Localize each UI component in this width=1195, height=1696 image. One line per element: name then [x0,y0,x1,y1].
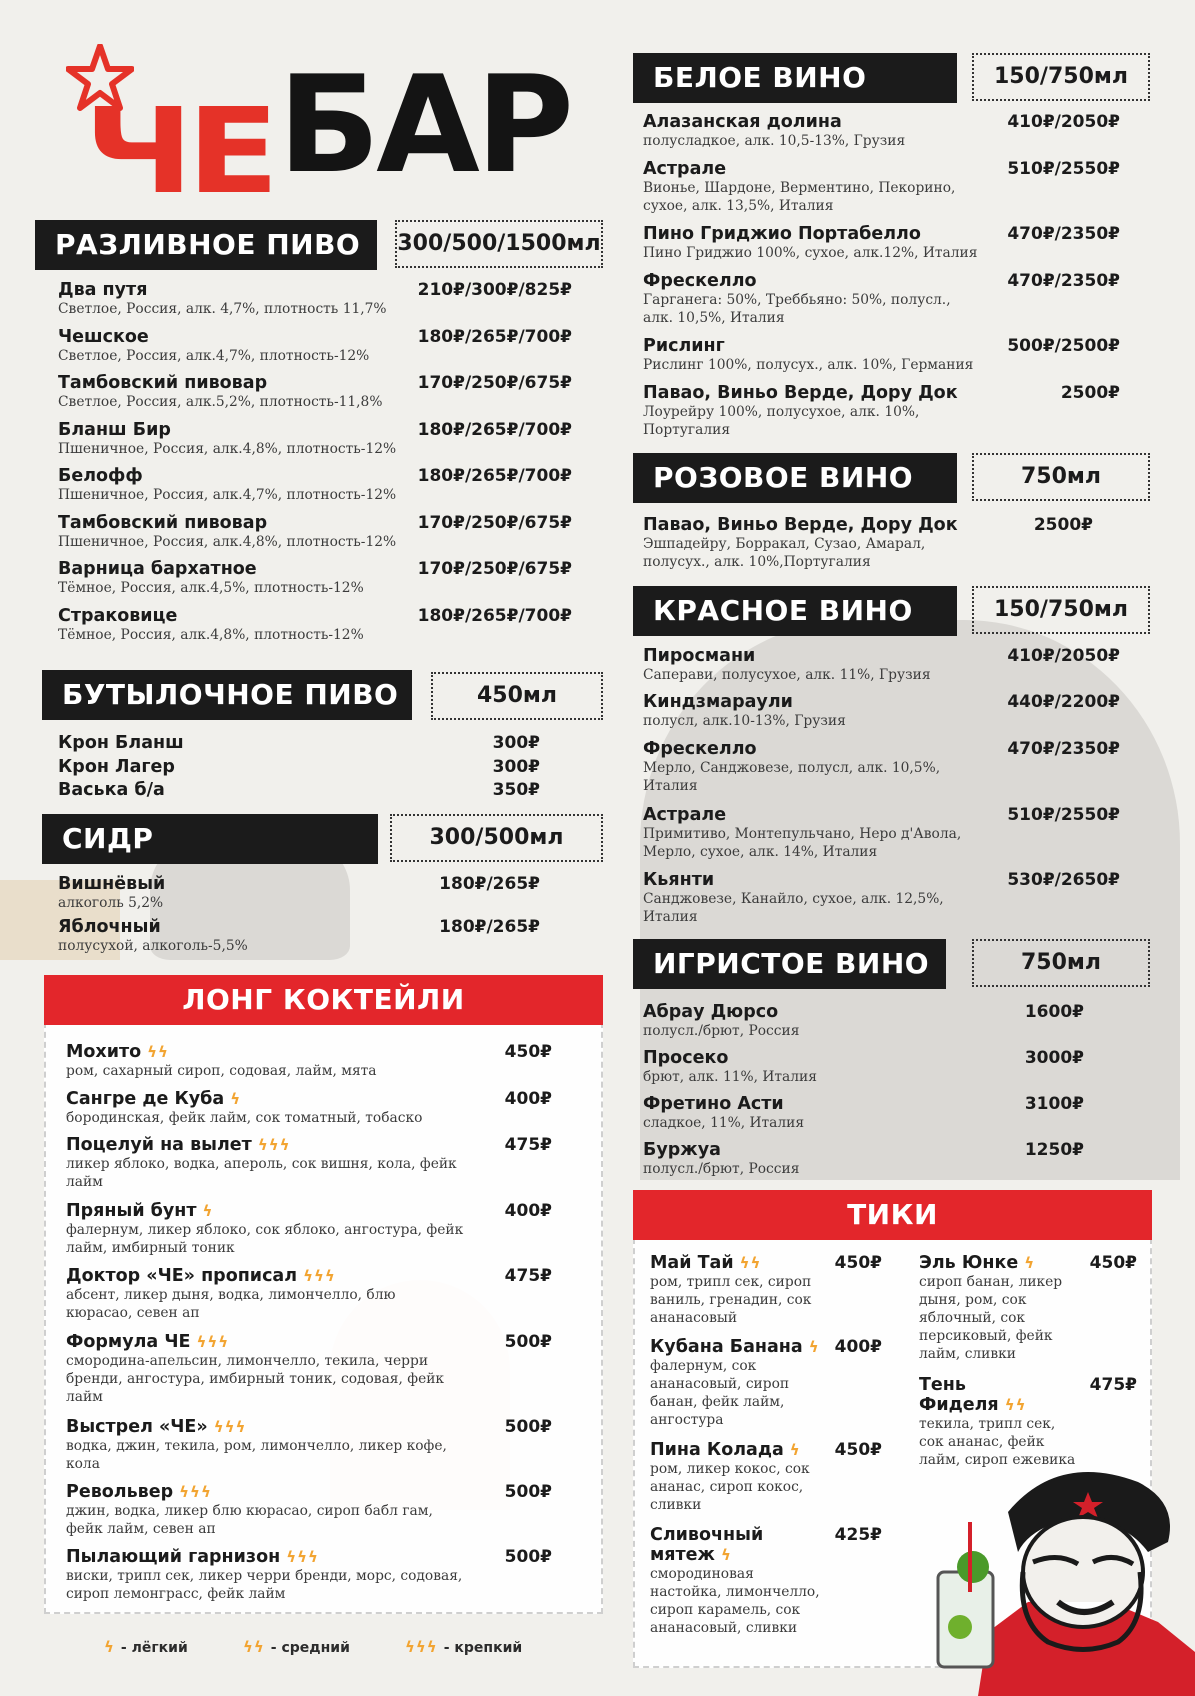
item-name [643,1140,983,1160]
item-description: бородинская, фейк лайм, сок томатный, тобаско [66,1110,423,1126]
legend-medium: ϟϟ - средний [243,1638,350,1656]
tiki-item [650,1440,825,1514]
bolt-icon: ϟ [202,1202,214,1220]
item-price: 450₽ [834,1440,882,1460]
item-name-text: Мохито [66,1042,142,1062]
item-name [643,692,983,712]
item-name [58,917,358,937]
item-name [643,870,983,890]
item-name-text: Выстрел «ЧЕ» [66,1417,208,1437]
item-name-text: Пино Гриджио Портабелло [643,224,921,244]
item-name [58,559,418,579]
draft-beer-item [58,513,418,551]
white-wine-volume: 150/750мл [972,53,1150,101]
che-guevara-illustration [918,1452,1195,1696]
item-name-text: Астрале [643,805,727,825]
item-description: ром, ликер кокос, сок ананас, сироп кокос, сливки [650,1461,810,1513]
item-name [643,1094,983,1114]
item-name-text: Пина Колада [650,1440,784,1460]
sparkling-wine-header: ИГРИСТОЕ ВИНО [633,939,946,989]
item-name [643,112,983,132]
item-name-text: Фрескелло [643,739,757,759]
bolt-icon: ϟ [104,1638,115,1656]
item-name-text: Сливочный мятеж [650,1525,764,1565]
item-name [66,1135,466,1155]
item-description: брют, алк. 11%, Италия [643,1069,817,1085]
item-description: Примитиво, Монтепульчано, Неро д'Авола, Мерло, сухое, алк. 14%, Италия [643,826,962,860]
item-name-text: Белофф [58,466,143,486]
item-price: 2500₽ [1060,383,1120,403]
item-price: 1600₽ [1024,1002,1084,1022]
item-name-text: Васька б/а [58,780,165,800]
item-description: Пино Гриджио 100%, сухое, алк.12%, Италия [643,245,978,261]
red-wine-item [643,870,983,926]
item-name [643,515,983,535]
item-description: фалернум, ликер яблоко, сок яблоко, ангостура, фейк лайм, имбирный тоник [66,1222,464,1256]
bolt-icon: ϟϟ [739,1254,762,1272]
item-name [58,466,418,486]
item-name-text: Пылающий гарнизон [66,1547,281,1567]
cider-header: СИДР [42,814,378,864]
item-price: 2500₽ [1033,515,1093,535]
bolt-icon: ϟϟϟ [257,1136,291,1154]
tiki-item [650,1253,825,1327]
item-description: ром, трипл сек, сироп ваниль, гренадин, сок ананасовый [650,1274,812,1326]
item-price: 180₽/265₽/700₽ [417,419,572,440]
item-price: 180₽/265₽ [439,874,540,894]
item-name-text: Рислинг [643,336,725,356]
item-price: 180₽/265₽/700₽ [417,605,572,626]
long-cocktail-item [66,1547,466,1603]
item-name-text: Фрескелло [643,271,757,291]
item-price: 170₽/250₽/675₽ [417,559,572,579]
item-name-text: Поцелуй на вылет [66,1135,252,1155]
item-price: 300₽ [492,756,540,777]
item-price: 425₽ [834,1525,882,1545]
item-name [58,733,358,753]
legend-light: ϟ - лёгкий [104,1638,188,1656]
item-price: 3000₽ [1024,1048,1084,1068]
bottle-beer-item [58,780,358,800]
long-cocktails-header: ЛОНГ КОКТЕЙЛИ [44,975,603,1025]
item-description: ром, сахарный сироп, содовая, лайм, мята [66,1063,377,1079]
item-name [919,1253,1079,1273]
item-price: 470₽/2350₽ [1007,224,1120,244]
draft-beer-item [58,466,418,504]
item-price: 450₽ [1089,1253,1137,1273]
item-name-text: Вишнёвый [58,874,166,894]
sparkling-wine-item [643,1094,983,1132]
item-name-text: Алазанская долина [643,112,842,132]
logo [66,44,571,220]
item-name-text: Астрале [643,159,727,179]
item-name-text: Буржуа [643,1140,721,1160]
long-cocktail-item [66,1042,466,1080]
item-price: 180₽/265₽/700₽ [417,466,572,486]
item-name [643,1048,983,1068]
draft-beer-item [58,559,418,597]
draft-beer-header: РАЗЛИВНОЕ ПИВО [35,220,377,270]
item-name-text: Павао, Виньо Верде, Дору Док [643,515,958,535]
item-name-text: Май Тай [650,1253,734,1273]
item-description: виски, трипл сек, ликер черри бренди, морс, содовая, сироп лемонграсс, фейк лайм [66,1568,463,1602]
item-description: текила, трипл сек, сок ананас, фейк лайм, сироп ежевика [919,1416,1076,1468]
item-name [58,327,418,347]
item-price: 170₽/250₽/675₽ [417,512,572,533]
item-description: Санджовезе, Канайло, сухое, алк. 12,5%, Италия [643,891,944,925]
item-name [66,1089,466,1109]
item-name [643,224,983,244]
item-description: Пшеничное, Россия, алк.4,7%, плотность-12% [58,487,397,503]
item-name-text: Тамбовский пивовар [58,373,268,393]
tiki-header: ТИКИ [633,1190,1152,1240]
item-description: Вионье, Шардоне, Верментино, Пекорино, сухое, алк. 13,5%, Италия [643,180,956,214]
item-name [66,1201,466,1221]
item-price: 400₽ [504,1089,552,1109]
draft-beer-volume: 300/500/1500мл [395,220,603,268]
bolt-icon: ϟ [230,1090,242,1108]
item-description: водка, джин, текила, ром, лимончелло, ликер кофе, кола [66,1438,447,1472]
item-name [919,1375,1079,1415]
item-name [58,874,358,894]
cider-item [58,874,358,912]
item-description: сладкое, 11%, Италия [643,1115,805,1131]
bolt-icon: ϟϟϟ [213,1418,247,1436]
item-name-text: Крон Лагер [58,756,175,777]
item-description: полусл./брют, Россия [643,1023,800,1039]
sparkling-wine-item [643,1140,983,1178]
item-name [66,1266,466,1286]
draft-beer-item [58,327,418,365]
white-wine-item [643,159,983,215]
bolt-icon: ϟ [808,1338,820,1356]
item-description: Тёмное, Россия, алк.4,5%, плотность-12% [58,580,364,596]
item-name [66,1482,466,1502]
draft-beer-item [58,606,418,644]
tiki-item [919,1253,1079,1363]
item-description: ликер яблоко, водка, апероль, сок вишня, кола, фейк лайм [66,1156,457,1190]
white-wine-item [643,383,983,439]
rose-wine-header: РОЗОВОЕ ВИНО [633,453,957,503]
item-description: Рислинг 100%, полусух., алк. 10%, Германия [643,357,974,373]
bolt-icon: ϟϟϟ [405,1638,438,1656]
item-name [643,805,983,825]
white-wine-item [643,336,983,374]
item-name [643,739,983,759]
item-name [58,373,418,393]
logo-che: ЧЕ [84,82,273,220]
item-description: Светлое, Россия, алк.5,2%, плотность-11,8% [58,394,383,410]
item-description: смородиновая настойка, лимончелло, сироп карамель, сок ананасовый, сливки [650,1566,820,1636]
item-price: 410₽/2050₽ [1007,112,1120,132]
item-description: джин, водка, ликер блю кюрасао, сироп бабл гам, фейк лайм, севен ап [66,1503,433,1537]
item-price: 180₽/265₽ [439,917,540,937]
item-description: Эшпадейру, Борракал, Сузао, Амарал, полусух., алк. 10%,Португалия [643,536,926,570]
item-name [650,1253,825,1273]
red-wine-item [643,646,983,684]
draft-beer-item [58,373,418,411]
item-name [58,420,418,440]
item-name-text: Варница бархатное [58,559,257,579]
legend-strong: ϟϟϟ - крепкий [405,1638,523,1656]
item-description: полусухой, алкоголь-5,5% [58,938,248,954]
tiki-item [650,1337,825,1429]
item-description: полусл, алк.10-13%, Грузия [643,713,846,729]
item-price: 410₽/2050₽ [1007,646,1120,666]
item-price: 3100₽ [1024,1094,1084,1114]
item-name-text: Два путя [58,280,148,300]
bolt-icon: ϟϟ [243,1638,265,1656]
bolt-icon: ϟ [1024,1254,1036,1272]
item-name [66,1547,466,1567]
bolt-icon: ϟϟϟ [196,1333,230,1351]
long-cocktail-item [66,1332,466,1406]
item-name-text: Формула ЧЕ [66,1332,191,1352]
item-name [650,1440,825,1460]
item-description: Лоурейру 100%, полусухое, алк. 10%, Португалия [643,404,920,438]
white-wine-item [643,112,983,150]
cider-item [58,917,358,955]
item-price: 500₽ [504,1547,552,1567]
bottle-beer-item [58,757,358,777]
item-price: 510₽/2550₽ [1007,159,1120,179]
item-name [650,1525,825,1565]
item-price: 400₽ [504,1201,552,1221]
item-name-text: Доктор «ЧЕ» прописал [66,1266,298,1286]
long-cocktail-item [66,1417,466,1473]
red-wine-header: КРАСНОЕ ВИНО [633,586,957,636]
item-name-text: Эль Юнке [919,1253,1019,1273]
draft-beer-item [58,280,418,318]
item-price: 450₽ [834,1253,882,1273]
item-name-text: Просеко [643,1048,729,1068]
item-name-text: Страковице [58,605,178,626]
item-price: 500₽ [504,1482,552,1502]
logo-bar: БАР [278,47,571,203]
draft-beer-item [58,420,418,458]
item-description: полусладкое, алк. 10,5-13%, Грузия [643,133,906,149]
item-price: 1250₽ [1024,1140,1084,1160]
item-name [58,780,358,800]
item-name-text: Тамбовский пивовар [58,512,268,533]
item-name [643,336,983,356]
item-description: алкоголь 5,2% [58,895,164,911]
item-name [643,1002,983,1022]
item-price: 450₽ [504,1042,552,1062]
item-description: Пшеничное, Россия, алк.4,8%, плотность-12% [58,533,397,550]
item-price: 475₽ [1089,1375,1137,1395]
white-wine-header: БЕЛОЕ ВИНО [633,53,957,103]
item-name [58,606,418,626]
sparkling-wine-volume: 750мл [972,939,1150,987]
bolt-icon: ϟ [720,1546,732,1564]
bolt-icon: ϟϟ [1004,1396,1027,1414]
item-description: Светлое, Россия, алк.4,7%, плотность-12% [58,347,370,364]
item-name [66,1042,466,1062]
rose-wine-volume: 750мл [972,453,1150,501]
item-price: 510₽/2550₽ [1007,805,1120,825]
item-description: сироп банан, ликер дыня, ром, сок яблочный, сок персиковый, фейк лайм, сливки [919,1274,1063,1362]
rose-wine-item [643,515,983,571]
item-name-text: Павао, Виньо Верде, Дору Док [643,383,958,403]
item-description: Светлое, Россия, алк. 4,7%, плотность 11,7% [58,301,387,317]
item-name-text: Киндзмараули [643,692,793,712]
long-cocktail-item [66,1201,466,1257]
red-wine-item [643,739,983,795]
item-name [643,646,983,666]
sparkling-wine-item [643,1048,983,1086]
item-name-text: Чешское [58,326,149,347]
item-name-text: Револьвер [66,1482,174,1502]
red-wine-volume: 150/750мл [972,586,1150,634]
item-price: 475₽ [504,1266,552,1286]
item-name-text: Фретино Асти [643,1094,784,1114]
item-price: 440₽/2200₽ [1007,692,1120,712]
bottle-beer-volume: 450мл [431,672,603,720]
bolt-icon: ϟϟϟ [179,1483,212,1501]
item-name [643,271,983,291]
item-name [66,1417,466,1437]
item-name-text: Кьянти [643,870,715,890]
item-price: 500₽ [504,1332,552,1352]
bolt-icon: ϟϟϟ [303,1267,336,1285]
bottle-beer-header: БУТЫЛОЧНОЕ ПИВО [42,670,412,720]
long-cocktail-item [66,1266,466,1322]
item-price: 470₽/2350₽ [1007,739,1120,759]
item-description: Гарганега: 50%, Треббьяно: 50%, полусл., алк. 10,5%, Италия [643,292,951,326]
bottle-beer-item [58,733,358,753]
item-name [58,757,358,777]
item-description: Саперави, полусухое, алк. 11%, Грузия [643,667,931,683]
item-price: 470₽/2350₽ [1007,271,1120,291]
white-wine-item [643,224,983,262]
item-description: абсент, ликер дыня, водка, лимончелло, блю кюрасао, севен ап [66,1287,396,1321]
item-description: Тёмное, Россия, алк.4,8%, плотность-12% [58,626,364,643]
item-price: 500₽ [504,1417,552,1437]
bolt-icon: ϟϟ [147,1043,169,1061]
item-name-text: Кубана Банана [650,1337,803,1357]
red-wine-item [643,805,983,861]
item-name-text: Пиросмани [643,646,756,666]
bolt-icon: ϟ [789,1441,801,1459]
item-name [58,280,418,300]
item-description: фалернум, сок ананасовый, сироп банан, фейк лайм, ангостура [650,1358,790,1428]
item-price: 170₽/250₽/675₽ [417,373,572,393]
item-description: Мерло, Санджовезе, полусл, алк. 10,5%, Италия [643,760,941,794]
item-name [650,1337,825,1357]
item-description: полусл./брют, Россия [643,1161,800,1177]
item-price: 350₽ [492,780,540,800]
long-cocktail-item [66,1482,466,1538]
item-name-text: Сангре де Куба [66,1089,225,1109]
item-name [66,1332,466,1352]
item-price: 530₽/2650₽ [1007,870,1120,890]
tiki-item [650,1525,825,1637]
item-price: 500₽/2500₽ [1007,336,1120,356]
red-wine-item [643,692,983,730]
long-cocktail-item [66,1089,466,1127]
item-name [643,383,983,403]
item-name-text: Пряный бунт [66,1201,197,1221]
cider-volume: 300/500мл [390,814,603,862]
item-name-text: Абрау Дюрсо [643,1002,779,1022]
item-name-text: Тень Фиделя [919,1375,999,1415]
white-wine-item [643,271,983,327]
item-price: 475₽ [504,1135,552,1155]
bolt-icon: ϟϟϟ [286,1548,319,1566]
item-price: 300₽ [492,733,540,753]
item-price: 180₽/265₽/700₽ [417,326,572,347]
item-name [58,513,418,533]
item-name [643,159,983,179]
sparkling-wine-item [643,1002,983,1040]
item-price: 400₽ [834,1337,882,1357]
item-description: смородина-апельсин, лимончелло, текила, черри бренди, ангостура, имбирный тоник, содовая, фейк лайм [66,1353,445,1405]
item-name-text: Яблочный [58,917,161,937]
item-name-text: Бланш Бир [58,419,171,440]
item-price: 210₽/300₽/825₽ [417,280,572,300]
item-name-text: Крон Бланш [58,733,184,753]
long-cocktail-item [66,1135,466,1191]
item-description: Пшеничное, Россия, алк.4,8%, плотность-12% [58,440,397,457]
